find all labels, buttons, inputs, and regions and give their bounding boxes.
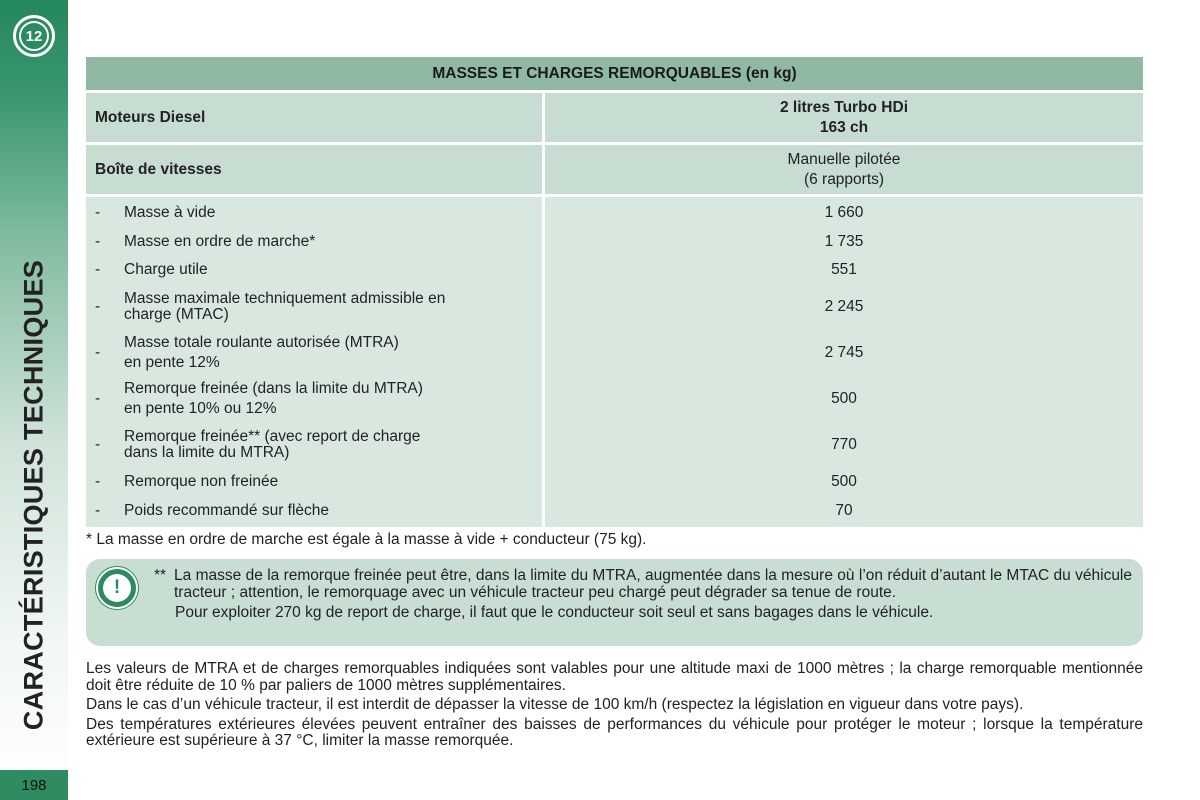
table-row-label	[86, 422, 542, 468]
row-label-line2: en pente 12%	[124, 354, 220, 371]
table-body-values	[545, 197, 1143, 527]
row-label	[124, 335, 542, 371]
gearbox-value-line1: Manuelle pilotée	[787, 150, 901, 168]
row-label-line1: Remorque freinée** (avec report de charge	[124, 428, 421, 445]
row-value: 1 660	[824, 203, 864, 221]
note-text-1: La masse de la remorque freinée peut être, dans la limite du MTRA, augmentée dans la mesure où l’on réduit d’autant le MTAC du véhicule tracteur ; attention, le remorquage avec un véhicule tracteur peu chargé peut dégrader sa tenue de route.	[174, 567, 1132, 601]
gearbox-label: Boîte de vitesses	[86, 145, 542, 194]
table-row-label	[86, 468, 542, 496]
gearbox-row	[86, 145, 1143, 194]
table-row-label	[86, 284, 542, 330]
row-value: 2 745	[824, 344, 864, 361]
paragraph: Dans le cas d’un véhicule tracteur, il est interdit de dépasser la vitesse de 100 km/h (respectez la législation en vigueur dans votre pays).	[86, 696, 1024, 713]
body-text	[86, 661, 1143, 753]
table-body-labels	[86, 197, 542, 527]
row-label: Remorque non freinée	[124, 473, 279, 490]
engine-value-line1: 2 litres Turbo HDi	[779, 98, 909, 116]
note-stars: **	[154, 567, 167, 584]
row-label-line1: Masse totale roulante autorisée (MTRA)	[124, 334, 399, 351]
table-row-label	[86, 330, 542, 376]
footnote: * La masse en ordre de marche est égale à la masse à vide + conducteur (75 kg).	[86, 531, 647, 548]
list-dash: -	[95, 390, 101, 407]
list-dash: -	[95, 436, 101, 453]
page-number: 198	[0, 770, 68, 800]
towing-weights-table	[86, 57, 1143, 527]
list-dash: -	[95, 261, 101, 278]
row-label: Charge utile	[124, 261, 208, 278]
row-label-line2: charge (MTAC)	[124, 306, 229, 323]
row-label-line2: en pente 10% ou 12%	[124, 400, 277, 417]
chapter-number: 12	[19, 21, 49, 51]
row-label: Masse à vide	[124, 203, 216, 221]
note-text	[154, 568, 1132, 622]
engine-row	[86, 93, 1143, 142]
row-label	[124, 291, 542, 323]
table-row-label	[86, 496, 542, 525]
table-row-label	[86, 256, 542, 284]
row-label	[124, 381, 542, 417]
list-dash: -	[95, 232, 101, 250]
engine-label: Moteurs Diesel	[86, 93, 542, 142]
list-dash: -	[95, 344, 101, 361]
gearbox-value-line2: (6 rapports)	[803, 170, 885, 188]
list-dash: -	[95, 203, 101, 221]
section-title: CARACTÉRISTIQUES TECHNIQUES	[18, 259, 49, 731]
row-label-line1: Masse maximale techniquement admissible en	[124, 290, 446, 307]
paragraph: Les valeurs de MTRA et de charges remorquables indiquées sont valables pour une altitude maxi de 1000 mètres ; la charge remorquable mentionnée doit être réduite de 10 % par paliers de 1000 mètres supplémentaires.	[86, 660, 1143, 694]
table-body	[86, 197, 1143, 527]
row-value: 500	[831, 473, 857, 490]
row-label-line1: Remorque freinée (dans la limite du MTRA)	[124, 380, 423, 397]
engine-value	[545, 93, 1143, 142]
exclamation-icon: !	[96, 567, 138, 609]
row-label: Masse en ordre de marche*	[124, 232, 316, 250]
note-text-2: Pour exploiter 270 kg de report de charge, il faut que le conducteur soit seul et sans bagages dans le véhicule.	[175, 604, 934, 621]
row-value: 70	[835, 501, 853, 519]
list-dash: -	[95, 473, 101, 490]
table-row-label	[86, 376, 542, 422]
row-label: Poids recommandé sur flèche	[124, 501, 330, 519]
row-label	[124, 429, 542, 461]
chapter-badge	[13, 15, 55, 57]
note-paragraph	[154, 568, 1132, 601]
row-label-line2: dans la limite du MTRA)	[124, 444, 290, 461]
gearbox-value	[545, 145, 1143, 194]
warning-note	[86, 559, 1143, 646]
list-dash: -	[95, 298, 101, 315]
row-value: 770	[831, 436, 857, 453]
table-row-label	[86, 227, 542, 256]
row-value: 1 735	[824, 232, 864, 250]
chapter-sidebar	[0, 0, 68, 800]
table-row-label	[86, 198, 542, 227]
paragraph: Des températures extérieures élevées peuvent entraîner des baisses de performances du véhicule pour protéger le moteur ; lorsque la température extérieure est supérieure à 37 °C, limiter la masse remorquée.	[86, 715, 1143, 749]
row-value: 551	[831, 261, 857, 278]
row-value: 500	[831, 390, 857, 407]
list-dash: -	[95, 501, 101, 519]
table-title: MASSES ET CHARGES REMORQUABLES (en kg)	[86, 57, 1143, 90]
engine-value-line2: 163 ch	[819, 118, 869, 136]
row-value: 2 245	[824, 298, 864, 315]
